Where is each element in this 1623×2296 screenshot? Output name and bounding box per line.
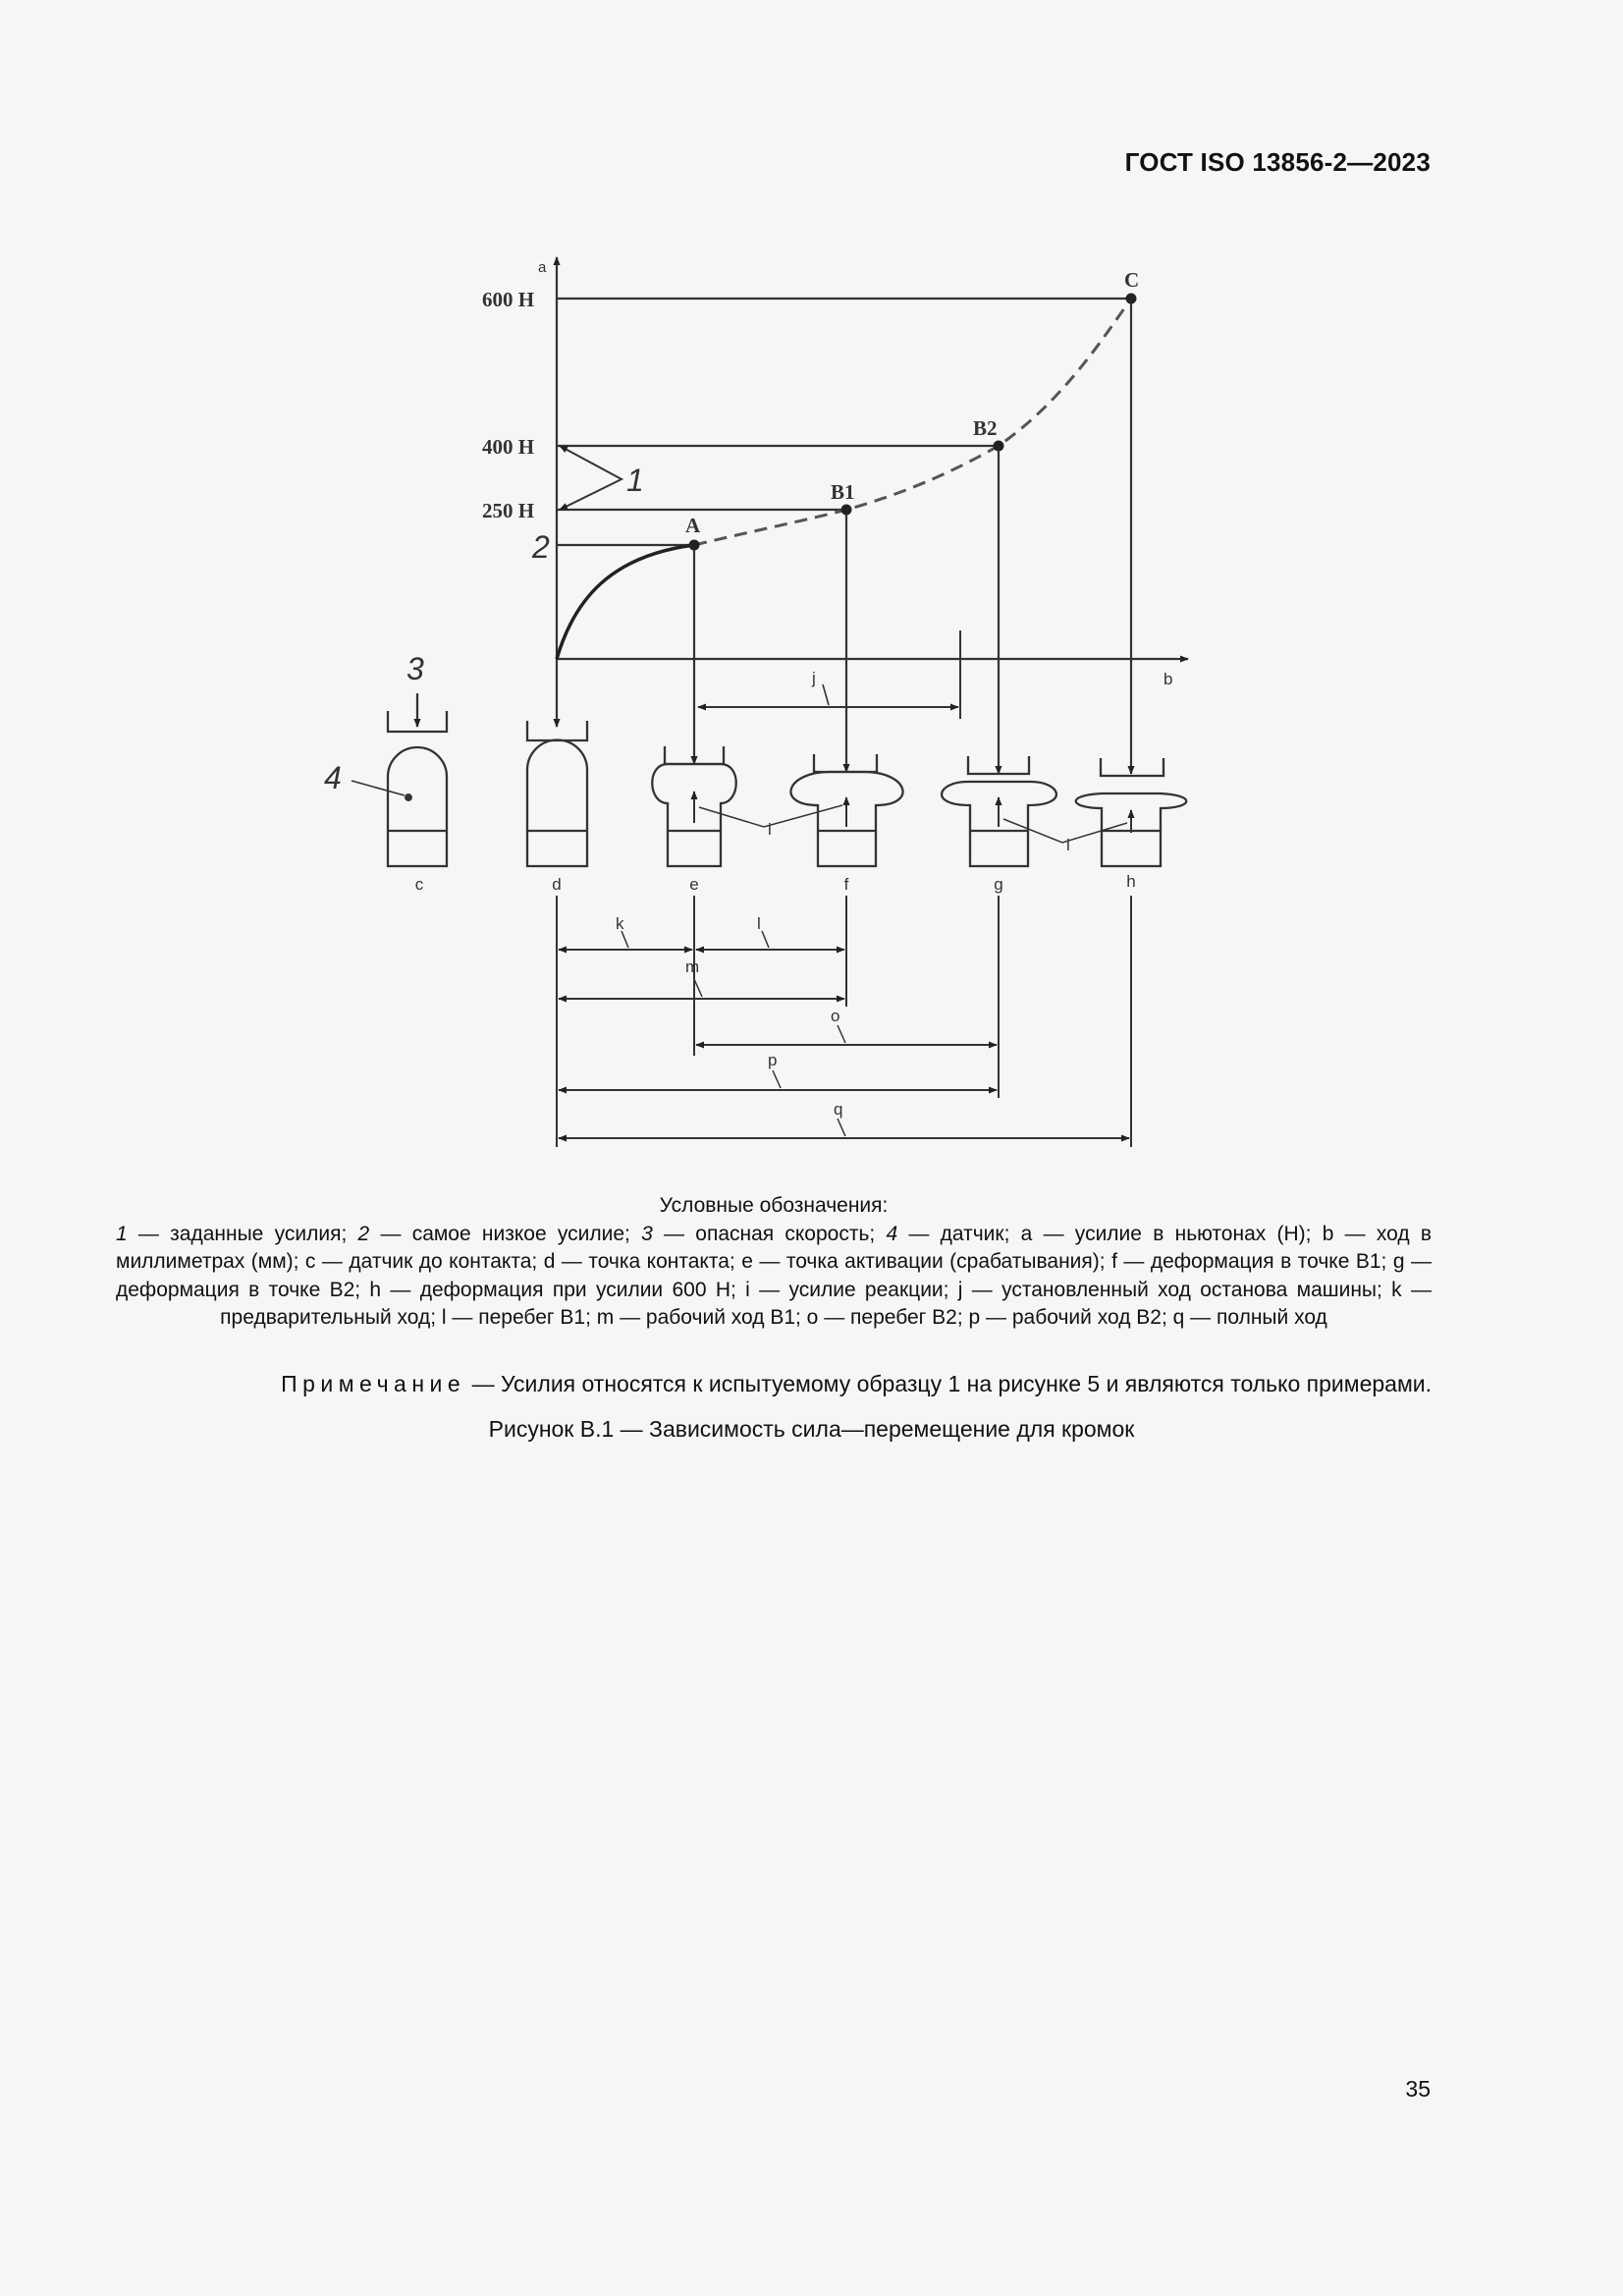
point-b2	[994, 441, 1004, 452]
page-number: 35	[1405, 2076, 1431, 2102]
y-axis-label: a	[538, 259, 547, 276]
legend-item-3: — опасная скорость;	[652, 1222, 887, 1245]
curve-points	[689, 294, 1137, 551]
note-text: — Усилия относятся к испытуемому образцу 1 на рисунке 5 и являются только примерами.	[465, 1371, 1432, 1396]
tick-250: 250 Н	[482, 499, 535, 522]
projection-lines	[557, 303, 1131, 774]
stop-travel-j	[698, 630, 960, 719]
legend-item-1: — заданные усилия;	[127, 1222, 358, 1245]
document-id-header: ГОСТ ISO 13856-2—2023	[1124, 147, 1431, 177]
figure-note	[187, 1371, 1432, 1397]
dimension-o-label: o	[831, 1007, 840, 1025]
dimension-m-label: m	[685, 957, 700, 976]
figure-caption: Рисунок B.1 — Зависимость сила—перемещение для кромок	[488, 1416, 1135, 1442]
contact-curve	[557, 545, 694, 659]
point-a	[689, 540, 700, 551]
callout-1-label: 1	[626, 463, 644, 498]
dimension-m-leader	[694, 979, 702, 997]
dimension-q-leader	[838, 1119, 845, 1136]
stage-c-body	[388, 747, 447, 866]
stage-g-label: g	[994, 875, 1003, 894]
dimension-o-leader	[838, 1025, 845, 1043]
dimension-j-label: j	[812, 669, 816, 687]
dimension-k-leader	[622, 931, 628, 948]
point-c	[1126, 294, 1137, 304]
chart-axes	[557, 257, 1188, 660]
note-label: Примечание	[281, 1371, 466, 1396]
dimension-extension-lines	[557, 896, 1131, 1147]
x-axis-label: b	[1163, 670, 1173, 688]
dimension-q-label: q	[834, 1100, 843, 1119]
point-b1-label: B1	[831, 480, 855, 504]
dimension-l-label: l	[757, 914, 761, 933]
dimension-leaders	[622, 931, 845, 1136]
stage-d-label: d	[552, 875, 562, 894]
stage-e-label: e	[689, 875, 699, 894]
tick-600: 600 Н	[482, 288, 535, 311]
dimension-k-label: k	[616, 914, 624, 933]
stage-c-sensor	[352, 693, 447, 866]
callout-4-leader	[352, 781, 405, 795]
point-b2-label: B2	[973, 416, 998, 440]
legend-key-3: 3	[641, 1222, 653, 1245]
dimension-p-label: p	[768, 1051, 778, 1069]
legend-text	[116, 1221, 1432, 1333]
point-a-label: A	[685, 514, 701, 537]
callout-1-leader	[560, 446, 622, 510]
stage-f-label: f	[843, 875, 849, 894]
sensor-stages	[352, 693, 1186, 866]
stage-d-body	[527, 739, 587, 866]
dimension-p-leader	[773, 1070, 781, 1088]
dimension-j-leader	[823, 684, 829, 705]
legend-key-1: 1	[116, 1222, 128, 1245]
figure-legend	[116, 1192, 1432, 1333]
legend-item-2: — самое низкое усилие;	[369, 1222, 642, 1245]
stage-h-label: h	[1126, 872, 1136, 891]
tick-400: 400 Н	[482, 435, 535, 459]
point-b1	[841, 505, 852, 516]
callout-4-label: 4	[324, 760, 342, 795]
reaction-label-left: i	[768, 820, 772, 839]
force-curve-dashed	[694, 299, 1131, 545]
stage-d-sensor	[527, 721, 587, 866]
dimension-texts	[616, 914, 842, 1119]
point-c-label: C	[1124, 268, 1140, 292]
stage-labels	[415, 872, 1136, 894]
legend-key-4: 4	[886, 1222, 898, 1245]
dimension-l-leader	[762, 931, 769, 948]
callout-2-label: 2	[532, 529, 550, 565]
callout-1	[560, 446, 644, 510]
legend-title: Условные обозначения:	[659, 1194, 889, 1217]
callout-3-label: 3	[406, 651, 424, 686]
dimension-lines	[559, 950, 1129, 1138]
stage-c-point	[406, 794, 411, 800]
stage-c-label: c	[414, 875, 424, 894]
reaction-label-right: i	[1066, 836, 1070, 854]
legend-item-4: — датчик; a — усилие в ньютонах (Н); b — ход в миллиметрах (мм); c — датчик до контакта; d — точка контакта; e — точка активации (срабатывания); f — деформация в точке B1; g — деформация в точке B2; h — деформация при усилии 600 Н; i — усилие реакции; j — установленный ход останова машины; k — предварительный ход; l — перебег B1; m — рабочий ход B1; o — перебег B2; p — рабочий ход B2; q — полный ход	[116, 1222, 1432, 1329]
legend-key-2: 2	[357, 1222, 370, 1245]
